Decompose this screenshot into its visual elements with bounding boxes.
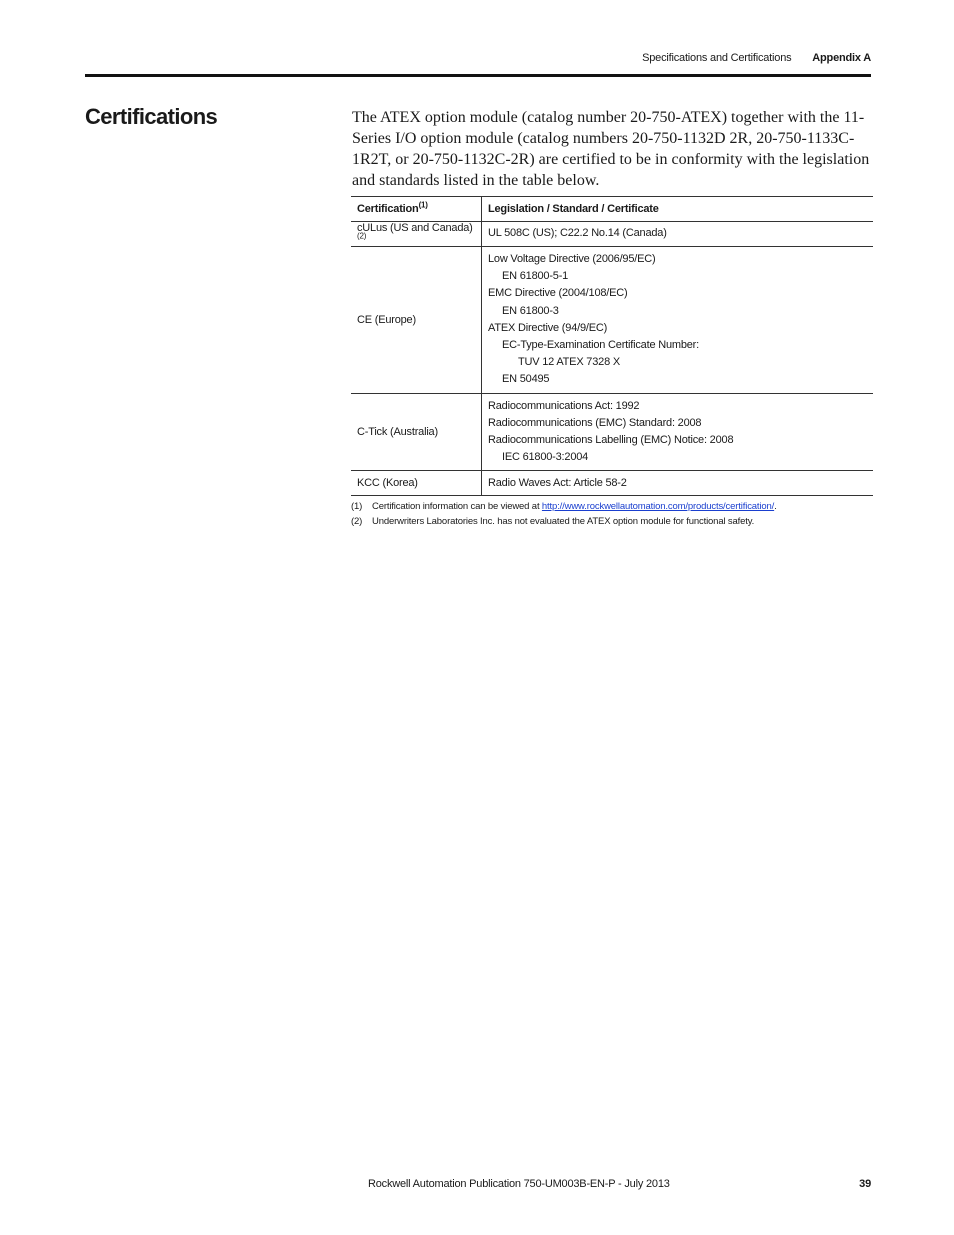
table-row xyxy=(351,471,873,496)
publication-info: Rockwell Automation Publication 750-UM003B-EN-P - July 2013 xyxy=(368,1178,670,1190)
cert-legislation xyxy=(482,247,874,394)
cert-name: CE (Europe) xyxy=(351,247,482,394)
footnotes xyxy=(351,499,777,529)
legislation-line: Radiocommunications (EMC) Standard: 2008 xyxy=(488,416,702,429)
legislation-line: EN 50495 xyxy=(502,373,550,386)
header-section: Specifications and Certifications xyxy=(642,52,792,64)
footnote-text: Certification information can be viewed at xyxy=(372,501,542,512)
legislation-line: EC-Type-Examination Certificate Number: xyxy=(502,339,699,352)
table-row xyxy=(351,222,873,247)
table-row xyxy=(351,393,873,471)
cert-legislation xyxy=(482,222,874,247)
col-header-legislation: Legislation / Standard / Certificate xyxy=(482,197,874,222)
intro-paragraph: The ATEX option module (catalog number 20-750-ATEX) together with the 11-Series I/O option module (catalog numbers 20-750-1132D 2R, 20-750-1133C-1R2T, or 20-750-1132C-2R) are certified to be in conformity with the legislation and standards listed in the table below. xyxy=(352,109,870,189)
legislation-line: Radio Waves Act: Article 58-2 xyxy=(488,476,627,489)
cert-legislation xyxy=(482,471,874,496)
footnote-number: (1) xyxy=(351,501,363,512)
page-number: 39 xyxy=(859,1178,871,1190)
legislation-line: Low Voltage Directive (2006/95/EC) xyxy=(488,253,656,265)
legislation-line: Radiocommunications Labelling (EMC) Notice: 2008 xyxy=(488,434,734,447)
footnote-1 xyxy=(351,499,777,514)
section-title: Certifications xyxy=(85,104,218,129)
legislation-line: TUV 12 ATEX 7328 X xyxy=(518,356,620,369)
table-header-row xyxy=(351,197,873,222)
header-appendix: Appendix A xyxy=(812,52,871,64)
footnote-2 xyxy=(351,514,777,529)
footnote-number: (2) xyxy=(351,516,363,527)
legislation-line: UL 508C (US); C22.2 No.14 (Canada) xyxy=(488,227,667,240)
running-header xyxy=(642,52,871,64)
legislation-line: ATEX Directive (94/9/EC) xyxy=(488,321,608,334)
footnote-ref: (2) xyxy=(357,231,367,241)
legislation-line: EN 61800-5-1 xyxy=(502,270,569,283)
cert-name: C-Tick (Australia) xyxy=(351,393,482,471)
cert-name: KCC (Korea) xyxy=(351,471,482,496)
header-rule xyxy=(85,74,871,77)
footnote-ref: (1) xyxy=(418,200,428,210)
legislation-line: EN 61800-3 xyxy=(502,304,559,317)
certification-table xyxy=(351,196,873,496)
legislation-line: EMC Directive (2004/108/EC) xyxy=(488,287,628,300)
cert-name: cULus (US and Canada) $^{(2)}$ xyxy=(351,222,482,247)
legislation-line: IEC 61800-3:2004 xyxy=(502,451,589,464)
legislation-line: Radiocommunications Act: 1992 xyxy=(488,399,640,412)
table-row xyxy=(351,247,873,394)
footnote-text-end: . xyxy=(774,501,777,512)
cert-legislation xyxy=(482,393,874,471)
footnote-text: Underwriters Laboratories Inc. has not evaluated the ATEX option module for functional safety. xyxy=(372,516,755,527)
certification-link[interactable]: http://www.rockwellautomation.com/products/certification/ xyxy=(541,501,775,512)
col-header-certification: Certification$^{(1)}$ xyxy=(351,197,482,222)
